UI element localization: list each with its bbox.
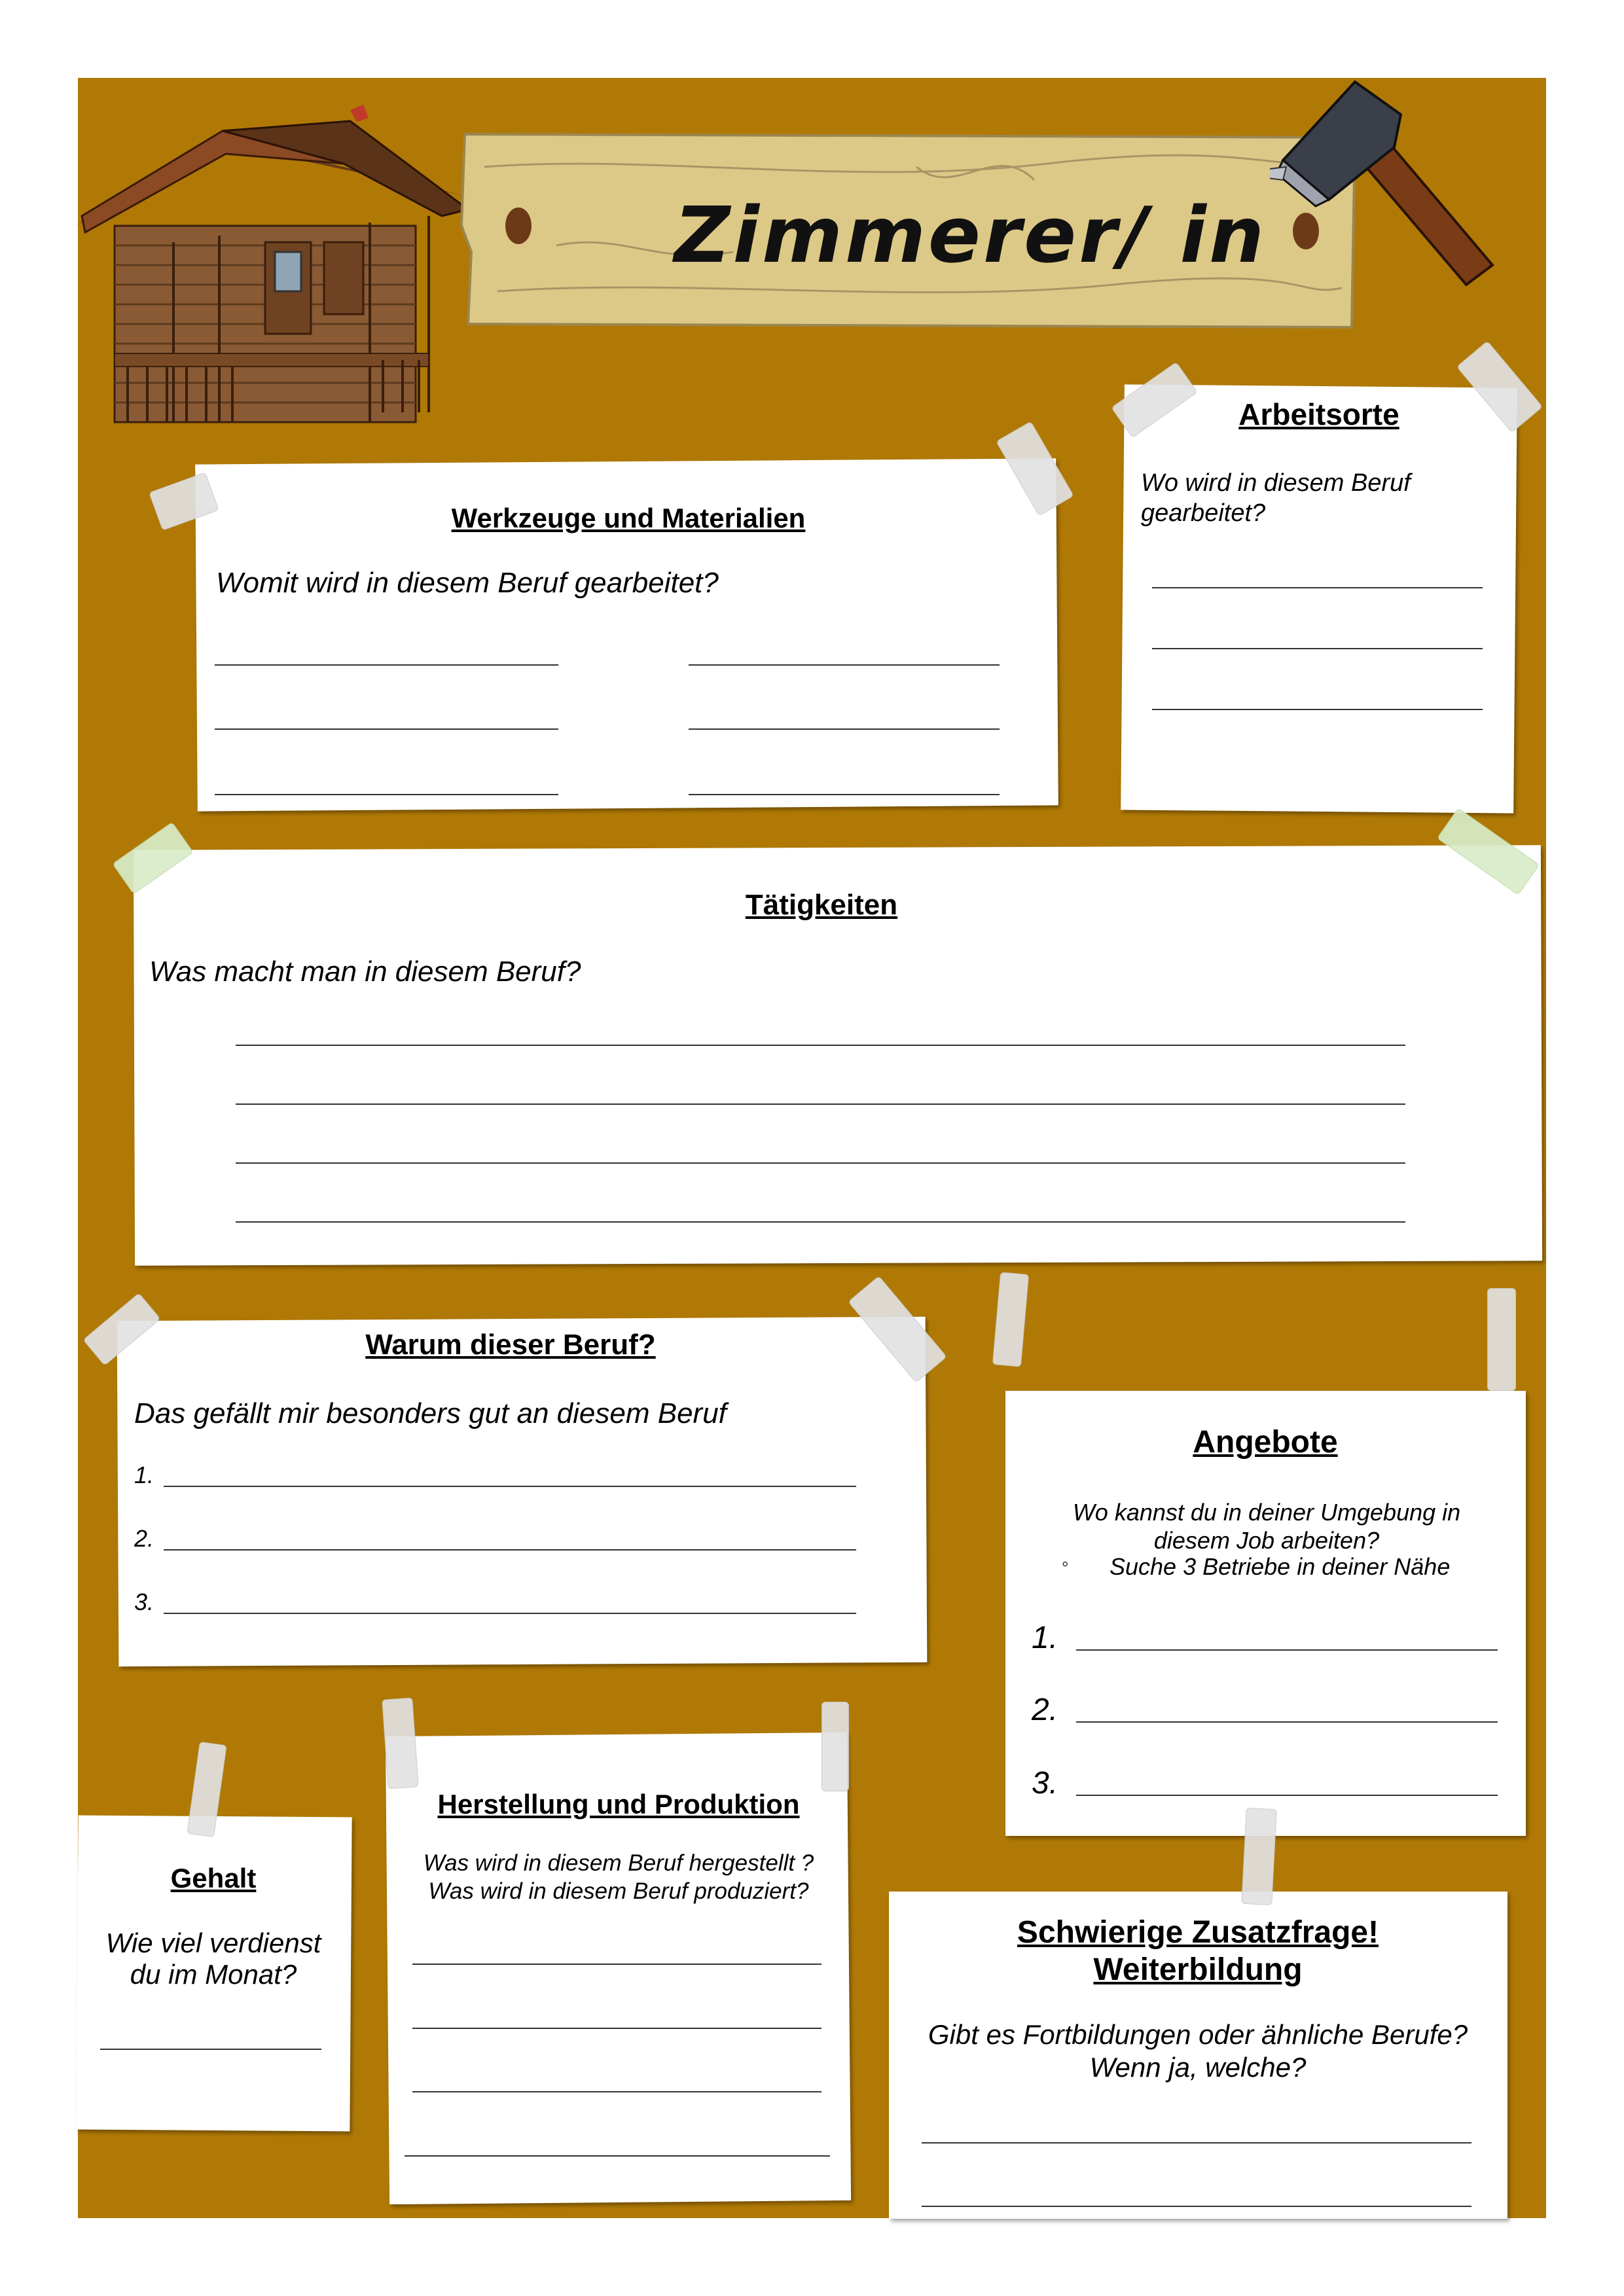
list-number: 1. [1032,1621,1058,1655]
angebote-heading: Angebote [1193,1425,1338,1460]
list-number: 2. [1032,1693,1058,1727]
answer-line[interactable] [215,794,558,795]
herstellung-question-line2: Was wird in diesem Beruf produziert? [428,1878,809,1904]
answer-line[interactable] [1152,648,1483,649]
answer-line[interactable] [405,2155,830,2157]
tape-strip [382,1698,418,1789]
answer-line[interactable] [689,664,1000,666]
tape-strip [821,1702,849,1791]
warum-question: Das gefällt mir besonders gut an diesem Beruf [134,1397,727,1429]
list-number: 2. [134,1525,154,1552]
answer-line[interactable] [1076,1649,1498,1651]
answer-line[interactable] [164,1549,856,1551]
list-number: 3. [134,1588,154,1615]
taetigkeiten-heading: Tätigkeiten [745,889,898,921]
answer-line[interactable] [1076,1721,1498,1723]
answer-line[interactable] [689,728,1000,730]
werkzeuge-heading: Werkzeuge und Materialien [451,503,806,533]
answer-line[interactable] [215,664,558,666]
answer-line[interactable] [412,2028,821,2029]
angebote-question-line2: diesem Job arbeiten? [1153,1527,1380,1554]
gehalt-heading: Gehalt [170,1863,257,1893]
tape-strip [1487,1288,1516,1391]
warum-heading: Warum dieser Beruf? [365,1329,656,1361]
answer-line[interactable] [1152,587,1483,588]
zusatz-question-line2: Wenn ja, welche? [1089,2052,1307,2083]
hammer-icon [1270,75,1519,298]
werkzeuge-question: Womit wird in diesem Beruf gearbeitet? [216,567,719,599]
gehalt-question-line2: du im Monat? [130,1959,297,1990]
answer-line[interactable] [922,2142,1471,2144]
list-number: 3. [1032,1766,1058,1801]
warum-paper [117,1317,928,1666]
page-title: Zimmerer/ in [674,190,1267,280]
arbeitsorte-heading: Arbeitsorte [1238,397,1399,431]
herstellung-heading: Herstellung und Produktion [437,1789,800,1820]
list-number: 1. [134,1462,154,1488]
angebote-bullet-text: Suche 3 Betriebe in deiner Nähe [1110,1553,1451,1580]
arbeitsorte-paper [1121,384,1517,813]
answer-line[interactable] [236,1162,1405,1164]
answer-line[interactable] [236,1103,1405,1105]
answer-line[interactable] [1152,709,1483,710]
tape-strip [1241,1808,1277,1905]
answer-line[interactable] [412,2091,821,2092]
answer-line[interactable] [412,1964,821,1965]
arbeitsorte-question-line2: gearbeitet? [1141,499,1266,527]
answer-line[interactable] [922,2206,1471,2207]
answer-line[interactable] [215,728,558,730]
herstellung-question-line1: Was wird in diesem Beruf hergestellt ? [423,1850,814,1876]
zusatz-question-line1: Gibt es Fortbildungen oder ähnliche Berufe? [928,2019,1468,2050]
answer-line[interactable] [236,1045,1405,1046]
zusatz-heading-line2: Weiterbildung [1093,1952,1303,1987]
answer-line[interactable] [236,1221,1405,1223]
answer-line[interactable] [689,794,1000,795]
arbeitsorte-question-line1: Wo wird in diesem Beruf [1141,469,1411,497]
wooden-house-icon [75,92,475,432]
gehalt-question-line1: Wie viel verdienst [105,1928,321,1958]
answer-line[interactable] [1076,1795,1498,1796]
bullet-icon: ◦ [1062,1553,1069,1575]
answer-line[interactable] [164,1486,856,1487]
zusatz-heading-line1: Schwierige Zusatzfrage! [1017,1915,1379,1950]
taetigkeiten-question: Was macht man in diesem Beruf? [149,956,581,988]
answer-line[interactable] [164,1613,856,1614]
answer-line[interactable] [100,2049,321,2050]
angebote-question-line1: Wo kannst du in deiner Umgebung in [1072,1499,1461,1526]
